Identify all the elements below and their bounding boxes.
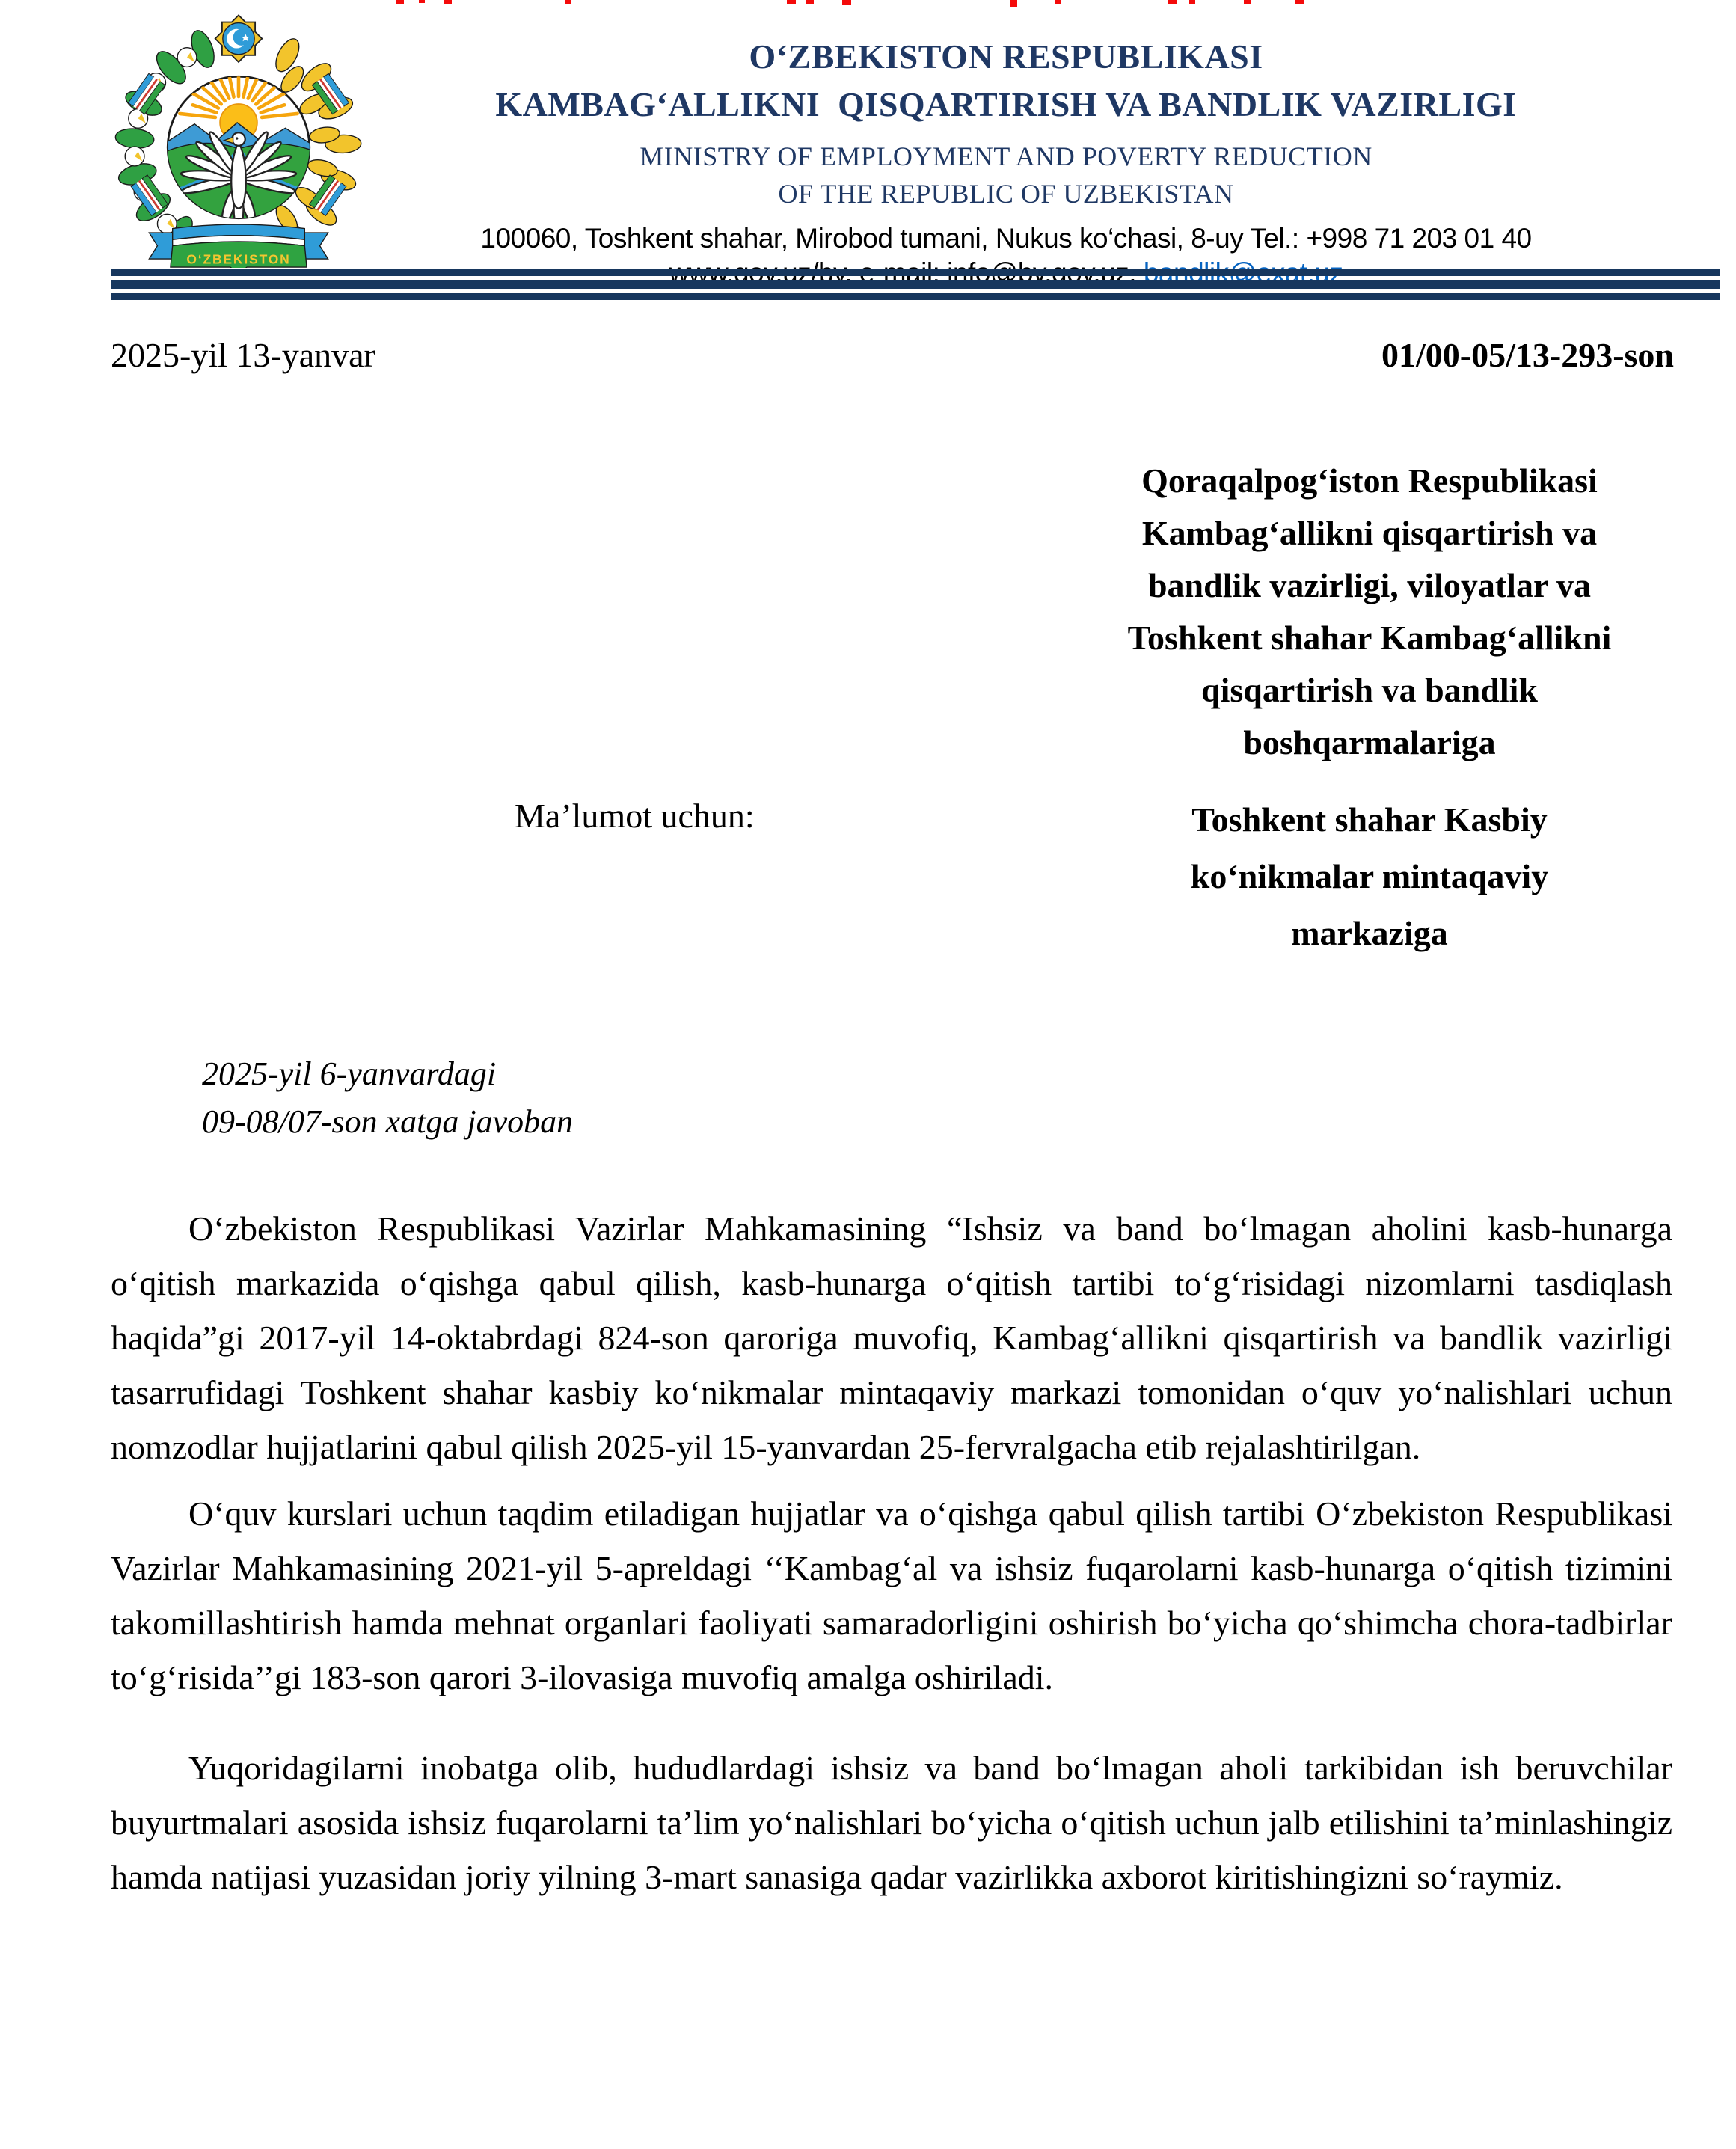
reference-line: 09-08/07-son xatga javoban	[202, 1103, 574, 1140]
addressee-line: Kambag‘allikni qisqartirish va	[1141, 514, 1598, 552]
body-paragraph: Yuqoridagilarni inobatga olib, hududlardagi ishsiz va band bo‘lmagan aholi tarkibidan ish beruvchilar buyurtmalari asosida ishsiz fuqarolarni ta’lim yo‘nalishlari bo‘yicha o‘qitish uchun jalb etilishini ta’minlashingiz hamda natijasi yuzasidan joriy yilning 3-mart sanasiga qadar vazirlikka axborot kiritishingizni so‘raymiz.	[111, 1749, 1672, 1896]
red-text-artifact	[806, 0, 814, 4]
date-number-row	[111, 335, 1674, 375]
org-name-uz-line1: O‘ZBEKISTON RESPUBLIKASI	[749, 37, 1263, 76]
red-text-artifact	[1168, 0, 1177, 4]
red-text-artifact	[1295, 0, 1304, 4]
body-paragraph: O‘zbekiston Respublikasi Vazirlar Mahkamasining “Ishsiz va band bo‘lmagan aholini kasb-hunarga o‘qitish markazida o‘qishga qabul qilish, kasb-hunarga o‘qitish tartibi to‘g‘risidagi nizomlarni tasdiqlash haqida”gi 2017-yil 14-oktabrdagi 824-son qaroriga muvofiq, Kambag‘allikni qisqartirish va bandlik vazirligi tasarrufidagi Toshkent shahar kasbiy ko‘nikmalar mintaqaviy markazi tomonidan o‘quv yo‘nalishlari uchun nomzodlar hujjatlarini qabul qilish 2025-yil 15-yanvardan 25-fervralgacha etib rejalashtirilgan.	[111, 1210, 1672, 1466]
letter-body	[111, 1201, 1672, 1904]
addressee-line: Qoraqalpog‘iston Respublikasi	[1141, 462, 1598, 500]
letter-date: 2025-yil 13-yanvar	[111, 336, 375, 374]
emblem-banner-text: O‘ZBEKISTON	[186, 251, 291, 267]
emblem-banner	[149, 224, 328, 268]
org-address: 100060, Toshkent shahar, Mirobod tumani, Nukus ko‘chasi, 8-uy Tel.: +998 71 203 01 40	[480, 223, 1532, 254]
emblem-star-icon	[215, 15, 263, 62]
org-name-en-line2: OF THE REPUBLIC OF UZBEKISTAN	[778, 179, 1234, 209]
letterhead-divider	[111, 269, 1720, 300]
info-for-label: Ma’lumot uchun:	[515, 797, 755, 835]
org-name-en-line1: MINISTRY OF EMPLOYMENT AND POVERTY REDUCTION	[640, 141, 1372, 171]
red-text-artifact	[565, 0, 571, 4]
red-text-artifact	[1189, 0, 1195, 4]
red-text-artifact	[1244, 0, 1251, 4]
red-text-artifact	[842, 0, 851, 5]
red-text-artifact	[1055, 0, 1061, 4]
red-text-artifact	[396, 0, 404, 4]
addressee-block	[1062, 455, 1677, 769]
body-paragraph: O‘quv kurslari uchun taqdim etiladigan hujjatlar va o‘qishga qabul qilish tartibi O‘zbekiston Respublikasi Vazirlar Mahkamasining 2021-yil 5-apreldagi ‘‘Kambag‘al va ishsiz fuqarolarni kasb-hunarga o‘qitish tizimini takomillashtirish hamda mehnat organlari faoliyati samaradorligini oshirish bo‘yicha qo‘shimcha chora-tadbirlar to‘g‘risida’’gi 183-son qarori 3-ilovasiga muvofiq amalga oshiriladi.	[111, 1495, 1672, 1696]
uzbekistan-state-emblem	[101, 10, 376, 268]
reference-line: 2025-yil 6-yanvardagi	[202, 1055, 497, 1092]
info-for-line: ko‘nikmalar mintaqaviy	[1190, 857, 1549, 895]
info-for-addressee	[1062, 791, 1677, 962]
red-text-artifact	[1010, 0, 1017, 7]
addressee-line: qisqartirish va bandlik	[1201, 671, 1538, 709]
info-for-line: markaziga	[1291, 914, 1448, 952]
addressee-line: bandlik vazirligi, viloyatlar va	[1147, 566, 1592, 604]
reference-note	[202, 1050, 573, 1146]
letterhead	[389, 33, 1623, 290]
red-text-artifact	[419, 0, 425, 3]
red-text-artifact	[444, 0, 452, 4]
addressee-line: boshqarmalariga	[1243, 723, 1496, 761]
addressee-line: Toshkent shahar Kambag‘allikni	[1127, 619, 1612, 657]
info-for-line: Toshkent shahar Kasbiy	[1191, 800, 1548, 839]
letter-number: 01/00-05/13-293-son	[1381, 336, 1674, 374]
org-name-uz-line2: KAMBAG‘ALLIKNI QISQARTIRISH VA BANDLIK VAZIRLIGI	[495, 85, 1517, 123]
red-text-artifact	[787, 0, 796, 4]
